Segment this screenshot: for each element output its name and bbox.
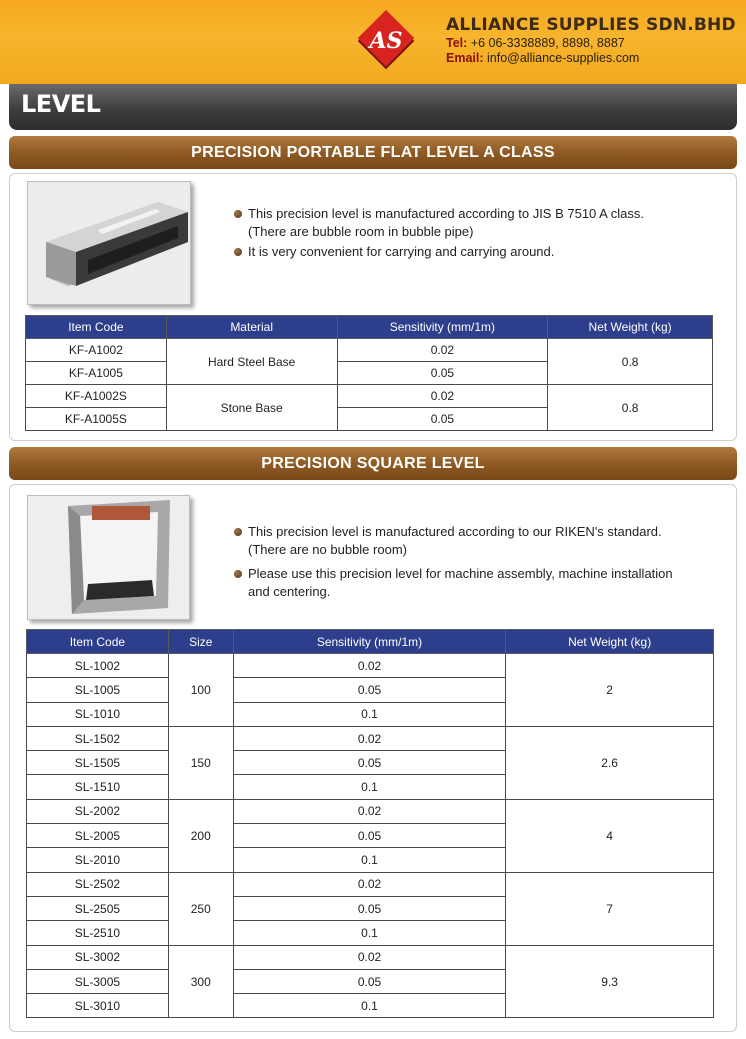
item-code-cell: KF-A1002 <box>26 339 167 362</box>
square-level-table <box>26 629 714 1018</box>
bullet-icon <box>234 210 242 218</box>
weight-cell: 2 <box>506 654 714 727</box>
sensitivity-cell: 0.05 <box>233 824 506 848</box>
size-cell: 150 <box>168 726 233 799</box>
item-code-cell: KF-A1002S <box>26 385 167 408</box>
sensitivity-cell: 0.02 <box>233 654 506 678</box>
table-row <box>26 339 713 362</box>
item-code-cell: SL-1002 <box>27 654 169 678</box>
feature-text: (There are bubble room in bubble pipe) <box>248 224 474 239</box>
table-header-row <box>27 630 714 654</box>
sensitivity-cell: 0.02 <box>233 726 506 750</box>
feature-text: (There are no bubble room) <box>248 542 407 557</box>
bullet-icon <box>234 570 242 578</box>
sensitivity-cell: 0.02 <box>337 339 548 362</box>
item-code-cell: SL-1502 <box>27 726 169 750</box>
size-cell: 100 <box>168 654 233 727</box>
company-name: ALLIANCE SUPPLIES SDN.BHD <box>446 15 736 35</box>
section-panel-square-level <box>9 484 737 1032</box>
sensitivity-cell: 0.02 <box>233 799 506 823</box>
item-code-cell: SL-2505 <box>27 896 169 920</box>
column-header: Sensitivity (mm/1m) <box>337 316 548 339</box>
size-cell: 250 <box>168 872 233 945</box>
feature-item <box>232 523 673 559</box>
flat-level-table <box>25 315 713 431</box>
feature-item <box>232 205 644 241</box>
table-row <box>27 945 714 969</box>
weight-cell: 2.6 <box>506 726 714 799</box>
company-tel <box>446 36 736 51</box>
sensitivity-cell: 0.1 <box>233 921 506 945</box>
section-title-square-level: PRECISION SQUARE LEVEL <box>9 447 737 480</box>
tel-value: +6 06-3338889, 8898, 8887 <box>470 36 625 50</box>
table-row <box>26 385 713 408</box>
feature-text: This precision level is manufactured according to our RIKEN's standard. <box>248 524 662 539</box>
item-code-cell: SL-3010 <box>27 994 169 1018</box>
item-code-cell: KF-A1005 <box>26 362 167 385</box>
flat-level-photo <box>27 181 191 305</box>
flat-level-features <box>232 205 644 263</box>
company-logo <box>355 10 417 72</box>
item-code-cell: SL-2002 <box>27 799 169 823</box>
page-title-bar <box>9 84 737 130</box>
column-header: Sensitivity (mm/1m) <box>233 630 506 654</box>
square-level-photo <box>27 495 190 620</box>
size-cell: 200 <box>168 799 233 872</box>
sensitivity-cell: 0.05 <box>233 751 506 775</box>
sensitivity-cell: 0.02 <box>233 945 506 969</box>
weight-cell: 0.8 <box>548 385 713 431</box>
page-title: LEVEL <box>21 90 101 118</box>
column-header: Material <box>166 316 337 339</box>
feature-text: Please use this precision level for machine assembly, machine installation <box>248 566 673 581</box>
item-code-cell: SL-2502 <box>27 872 169 896</box>
feature-item <box>232 565 673 601</box>
column-header: Item Code <box>26 316 167 339</box>
sensitivity-cell: 0.05 <box>233 678 506 702</box>
item-code-cell: SL-2510 <box>27 921 169 945</box>
item-code-cell: KF-A1005S <box>26 408 167 431</box>
sensitivity-cell: 0.1 <box>233 848 506 872</box>
weight-cell: 4 <box>506 799 714 872</box>
sensitivity-cell: 0.02 <box>233 872 506 896</box>
size-cell: 300 <box>168 945 233 1018</box>
table-row <box>27 726 714 750</box>
section-panel-flat-level <box>9 173 737 441</box>
item-code-cell: SL-3005 <box>27 969 169 993</box>
weight-cell: 7 <box>506 872 714 945</box>
sensitivity-cell: 0.02 <box>337 385 548 408</box>
table-header-row <box>26 316 713 339</box>
bullet-icon <box>234 248 242 256</box>
weight-cell: 9.3 <box>506 945 714 1018</box>
sensitivity-cell: 0.1 <box>233 775 506 799</box>
table-row <box>27 872 714 896</box>
email-value[interactable]: info@alliance-supplies.com <box>487 51 640 65</box>
feature-item <box>232 243 644 261</box>
material-cell: Stone Base <box>166 385 337 431</box>
item-code-cell: SL-2005 <box>27 824 169 848</box>
tel-label: Tel: <box>446 36 468 50</box>
email-label: Email: <box>446 51 484 65</box>
item-code-cell: SL-1005 <box>27 678 169 702</box>
column-header: Net Weight (kg) <box>506 630 714 654</box>
item-code-cell: SL-2010 <box>27 848 169 872</box>
item-code-cell: SL-1010 <box>27 702 169 726</box>
column-header: Item Code <box>27 630 169 654</box>
sensitivity-cell: 0.05 <box>337 408 548 431</box>
sensitivity-cell: 0.1 <box>233 702 506 726</box>
logo-text: AS <box>369 28 403 54</box>
sensitivity-cell: 0.05 <box>233 969 506 993</box>
company-info <box>446 14 736 66</box>
page-header <box>0 0 746 84</box>
table-row <box>27 654 714 678</box>
material-cell: Hard Steel Base <box>166 339 337 385</box>
sensitivity-cell: 0.05 <box>233 896 506 920</box>
item-code-cell: SL-1505 <box>27 751 169 775</box>
company-email <box>446 51 736 66</box>
sensitivity-cell: 0.05 <box>337 362 548 385</box>
column-header: Net Weight (kg) <box>548 316 713 339</box>
feature-text: This precision level is manufactured according to JIS B 7510 A class. <box>248 206 644 221</box>
feature-text: and centering. <box>248 584 331 599</box>
sensitivity-cell: 0.1 <box>233 994 506 1018</box>
weight-cell: 0.8 <box>548 339 713 385</box>
item-code-cell: SL-3002 <box>27 945 169 969</box>
square-level-features <box>232 523 673 603</box>
bullet-icon <box>234 528 242 536</box>
table-row <box>27 799 714 823</box>
item-code-cell: SL-1510 <box>27 775 169 799</box>
column-header: Size <box>168 630 233 654</box>
section-title-flat-level: PRECISION PORTABLE FLAT LEVEL A CLASS <box>9 136 737 169</box>
feature-text: It is very convenient for carrying and carrying around. <box>248 244 555 259</box>
